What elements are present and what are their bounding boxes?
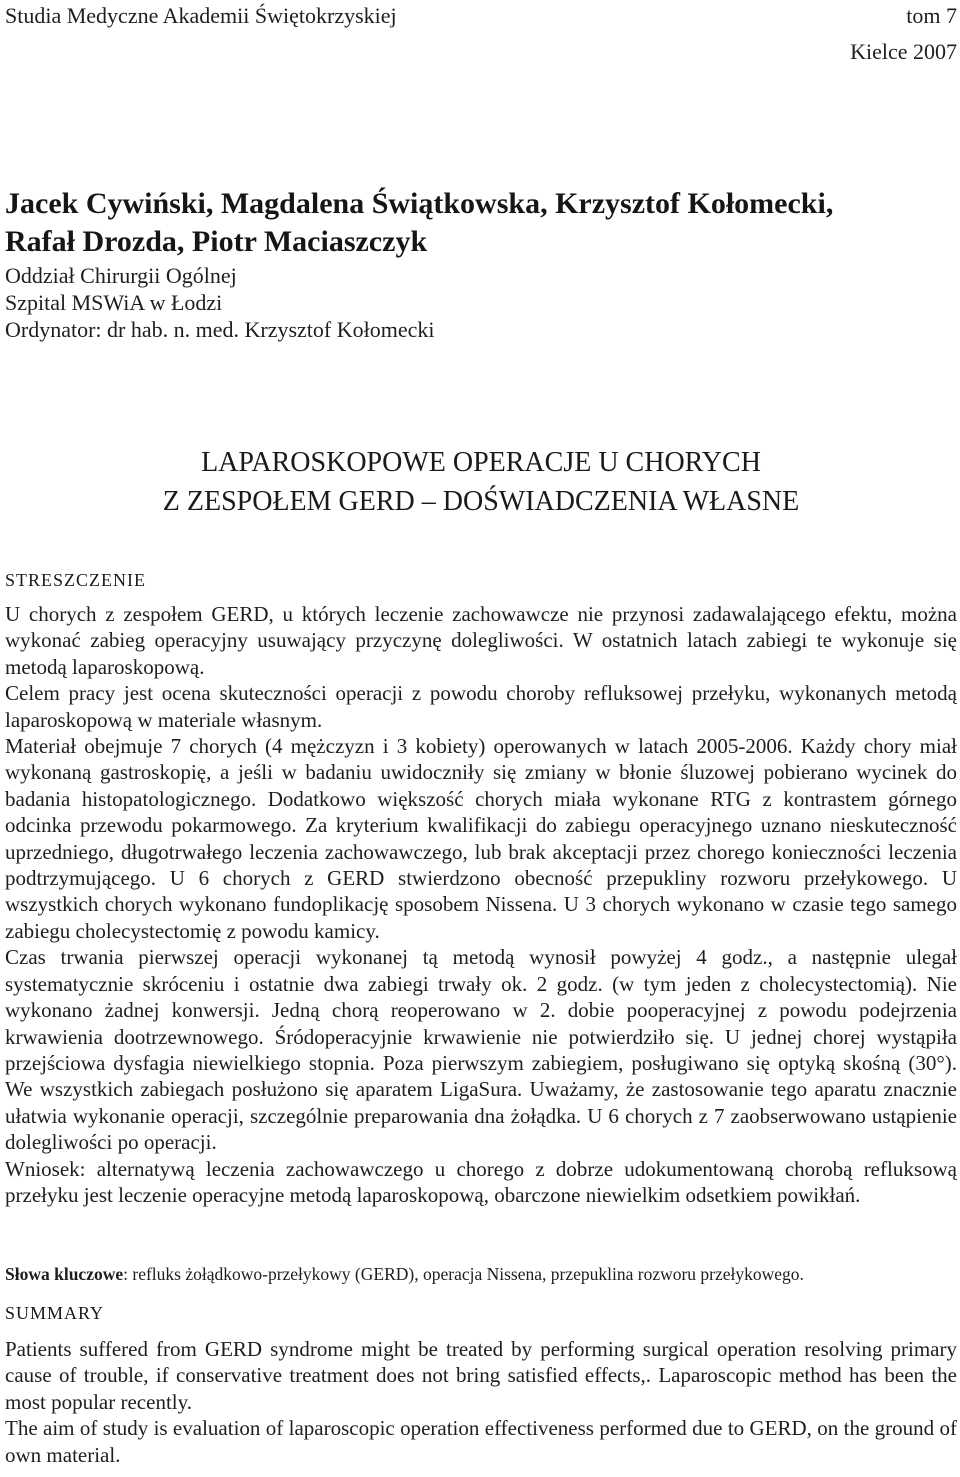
affiliation-department: Oddział Chirurgii Ogólnej — [5, 263, 237, 288]
place-year: Kielce 2007 — [850, 39, 957, 64]
summary-paragraph: Patients suffered from GERD syndrome might be treated by performing surgical operation resolving primary cause of trouble, if conservative treatment does not bring satisfied effects,. Laparoscopic method has been the most popular recently. — [5, 1337, 957, 1414]
affiliation — [5, 262, 435, 343]
title-line: LAPAROSKOPOWE OPERACJE U CHORYCH — [201, 447, 761, 478]
abstract-paragraph: Celem pracy jest ocena skuteczności operacji z powodu choroby refluksowej przełyku, wykonanych metodą laparoskopową w materiale własnym. — [5, 681, 957, 732]
abstract-paragraph: Wniosek: alternatywą leczenia zachowawczego u chorego z dobrze udokumentowaną chorobą refluksową przełyku jest leczenie operacyjne metodą laparoskopową, obarczone niewielkim odsetkiem powikłań. — [5, 1156, 957, 1207]
keywords-label: Słowa kluczowe — [5, 1264, 124, 1284]
authors-line: Jacek Cywiński, Magdalena Świątkowska, Krzysztof Kołomecki, — [5, 187, 834, 220]
summary-body — [5, 1336, 957, 1468]
abstract-paragraph: Czas trwania pierwszej operacji wykonanej tą metodą wynosił powyżej 4 godz., a następnie ulegał systematycznie skróceniu i ostatnie dwa zabiegi trwały ok. 2 godz. (w tym jeden z cholecystectomią). Nie wykonano żadnej konwersji. Jedną chorą reoperowano w 2. dobie pooperacyjnej z powodu podejrzenia krwawienia dootrzewnowego. Śródoperacyjnie krwawienie nie potwierdziło się. U jednej chorej wystąpiła przejściowa dysfagia niewielkiego stopnia. Poza pierwszym zabiegiem, posługiwano się optyką skośną (30°). We wszystkich zabiegach posłużono się aparatem LigaSura. Uważamy, że zastosowanie tego aparatu znacznie ułatwia wykonanie operacji, szczególnie preparowania dna żołądka. U 6 chorych z 7 zaobserwowano ustąpienie dolegliwości po operacji. — [5, 945, 957, 1155]
abstract-paragraph: U chorych z zespołem GERD, u których leczenie zachowawcze nie przynosi zadawalającego efektu, można wykonać zabieg operacyjny usuwający przyczynę dolegliwości. W ostatnich latach zabiegi te wykonuje się metodą laparoskopową. — [5, 602, 957, 679]
affiliation-hospital: Szpital MSWiA w Łodzi — [5, 290, 223, 315]
keywords — [5, 1262, 957, 1286]
authors-line: Rafał Drozda, Piotr Maciaszczyk — [5, 225, 428, 258]
summary-heading: SUMMARY — [5, 1303, 105, 1323]
abstract-body — [5, 601, 957, 1208]
author-list — [5, 185, 957, 261]
article-title — [5, 443, 957, 521]
abstract-paragraph: Materiał obejmuje 7 chorych (4 mężczyzn i 3 kobiety) operowanych w latach 2005-2006. Każdy chory miał wykonaną gastroskopię, a jeśli w badaniu uwidoczniły się zmiany w błonie śluzowej pobierano wycinek do badania histopatologicznego. Dodatkowo większość chorych miała wykonane RTG z kontrastem górnego odcinka przewodu pokarmowego. Za kryterium kwalifikacji do zabiegu operacyjnego uznano nieskuteczność uprzedniego, długotrwałego leczenia zachowawczego, lub brak akceptacji przez chorego konieczności leczenia podtrzymującego. U 6 chorych z GERD stwierdzono obecność przepukliny rozworu przełykowego. U wszystkich chorych wykonano fundoplikację sposobem Nissena. U 3 chorych wykonano w czasie tego samego zabiegu cholecystectomię z powodu kamicy. — [5, 734, 957, 943]
abstract-heading: STRESZCZENIE — [5, 570, 146, 590]
summary-paragraph: The aim of study is evaluation of laparoscopic operation effectiveness performed due to GERD, on the ground of own material. — [5, 1416, 957, 1467]
affiliation-head: Ordynator: dr hab. n. med. Krzysztof Kołomecki — [5, 317, 435, 342]
title-line: Z ZESPOŁEM GERD – DOŚWIADCZENIA WŁASNE — [162, 486, 800, 517]
volume-number: tom 7 — [906, 3, 957, 28]
article-page — [5, 0, 957, 1477]
journal-name: Studia Medyczne Akademii Świętokrzyskiej — [5, 3, 397, 28]
keywords-text: : refluks żołądkowo-przełykowy (GERD), operacja Nissena, przepuklina rozworu przełykowego. — [123, 1264, 804, 1284]
